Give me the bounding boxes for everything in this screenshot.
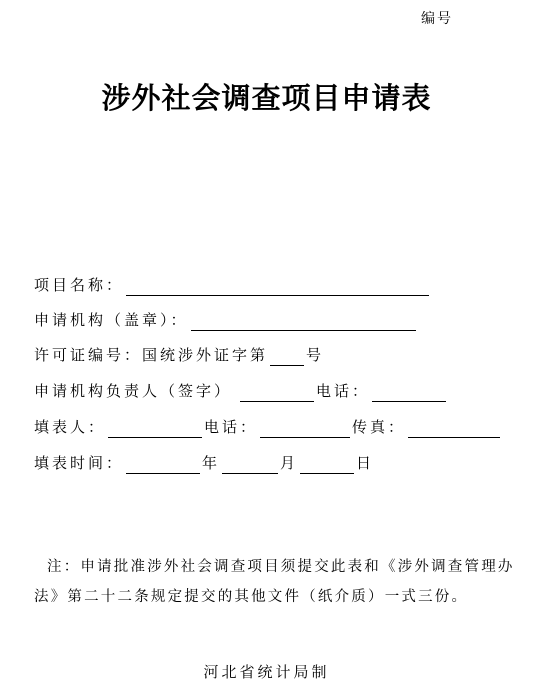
license-number-suffix: 号: [306, 346, 325, 364]
fill-date-month-unit: 月: [280, 454, 299, 472]
filler-name-input[interactable]: [108, 420, 202, 438]
filler-label: 填表人：: [34, 418, 107, 436]
project-name-label: 项目名称：: [34, 276, 125, 294]
serial-number-label: 编号: [421, 11, 453, 27]
fill-date-day-input[interactable]: [300, 456, 354, 474]
fill-date-label: 填表时间：: [34, 454, 125, 472]
issuer-footer: 河北省统计局制: [203, 663, 330, 681]
org-head-phone-label: 电话：: [316, 382, 371, 400]
field-org-head: [34, 380, 448, 402]
fill-date-year-unit: 年: [202, 454, 221, 472]
field-filler: [34, 416, 502, 438]
filler-phone-input[interactable]: [260, 420, 350, 438]
field-applicant-org: [34, 309, 418, 331]
fill-date-day-unit: 日: [356, 454, 375, 472]
filler-phone-label: 电话：: [204, 418, 259, 436]
submission-note: [34, 552, 530, 612]
org-head-label: 申请机构负责人（签字）: [34, 382, 233, 400]
filler-fax-input[interactable]: [408, 420, 500, 438]
fill-date-month-input[interactable]: [222, 456, 278, 474]
applicant-org-input[interactable]: [191, 313, 416, 331]
fill-date-year-input[interactable]: [126, 456, 200, 474]
field-fill-date: [34, 452, 374, 474]
org-head-phone-input[interactable]: [372, 384, 446, 402]
org-head-signature-input[interactable]: [240, 384, 314, 402]
page-title: 涉外社会调查项目申请表: [101, 81, 432, 115]
license-number-label: 许可证编号：国统涉外证字第: [34, 346, 269, 364]
field-license-number: [34, 344, 324, 366]
license-number-input[interactable]: [270, 348, 304, 366]
filler-fax-label: 传真：: [352, 418, 407, 436]
field-project-name: [34, 274, 431, 296]
applicant-org-label: 申请机构（盖章）：: [34, 311, 189, 329]
submission-note-text: 注：申请批准涉外社会调查项目须提交此表和《涉外调查管理办法》第二十二条规定提交的其他文件（纸介质）一式三份。: [34, 559, 515, 605]
project-name-input[interactable]: [126, 278, 429, 296]
